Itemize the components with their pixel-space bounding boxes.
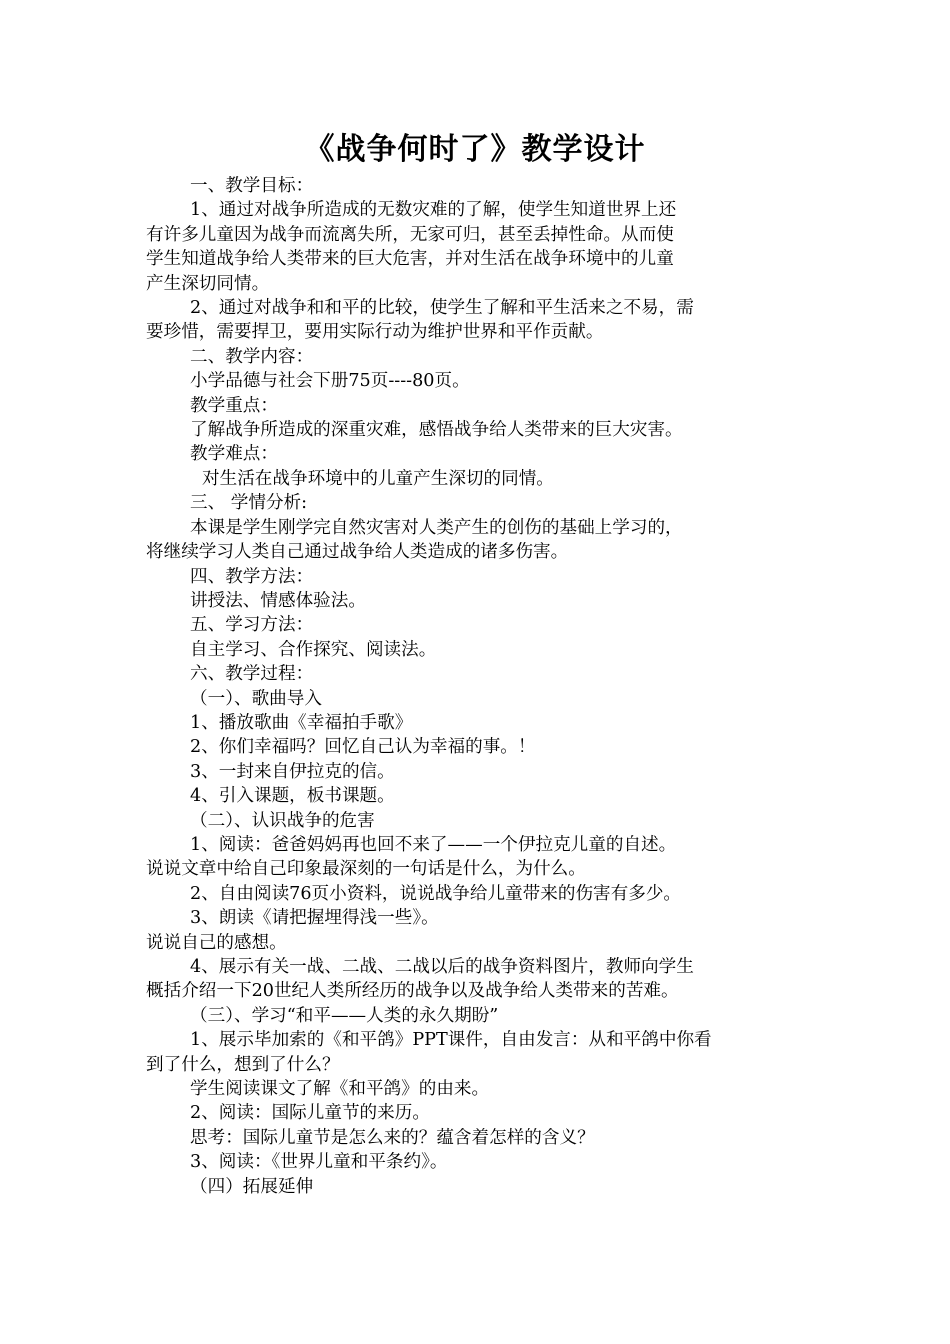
subheading-difficulties: 教学难点： [190, 444, 278, 465]
section-heading-analysis: 三、 学情分析: [190, 493, 308, 514]
paragraph-line: 讲授法、情感体验法。 [190, 590, 366, 611]
subsection-heading: （三）、学习“和平——人类的永久期盼” [190, 1005, 499, 1026]
paragraph-line: 说说文章中给自己印象最深刻的一句话是什么，为什么。 [146, 859, 586, 880]
list-item: 4、展示有关一战、二战、二战以后的战争资料图片，教师向学生 [190, 957, 694, 977]
list-item: 1、展示毕加索的《和平鸽》PPT课件，自由发言：从和平鸽中你看 [190, 1030, 712, 1051]
paragraph-line: 学生阅读课文了解《和平鸽》的由来。 [190, 1079, 490, 1100]
list-item: 1、阅读：爸爸妈妈再也回不来了——一个伊拉克儿童的自述。 [190, 834, 677, 855]
section-heading-learning-methods: 五、学习方法： [190, 615, 314, 636]
section-heading-teaching-methods: 四、教学方法： [190, 566, 314, 587]
list-item: 3、朗读《请把握埋得浅一些》。 [190, 908, 439, 929]
list-item: 3、一封来自伊拉克的信。 [190, 761, 395, 782]
document-body [146, 174, 810, 1199]
paragraph-line: 本课是学生刚学完自然灾害对人类产生的创伤的基础上学习的， [190, 517, 683, 538]
paragraph-line: 说说自己的感想。 [146, 932, 287, 953]
section-heading-process: 六、教学过程： [190, 664, 314, 685]
subsection-heading: （二）、认识战争的危害 [190, 810, 375, 831]
paragraph-line: 小学品德与社会下册75页----80页。 [190, 371, 470, 392]
list-item: 4、引入课题，板书课题。 [190, 786, 395, 807]
list-item: 2、自由阅读76页小资料，说说战争给儿童带来的伤害有多少。 [190, 883, 682, 904]
paragraph-line: 自主学习、合作探究、阅读法。 [190, 639, 437, 660]
subheading-key-points: 教学重点： [190, 395, 278, 416]
paragraph-line: 产生深切同情。 [146, 273, 270, 294]
paragraph-line: 2、通过对战争和和平的比较，使学生了解和平生活来之不易，需 [190, 298, 694, 319]
paragraph-line: 1、通过对战争所造成的无数灾难的了解，使学生知道世界上还 [190, 200, 677, 221]
paragraph-line: 对生活在战争环境中的儿童产生深切的同情。 [202, 468, 554, 489]
list-item: 2、你们幸福吗？回忆自己认为幸福的事。！ [190, 737, 536, 758]
paragraph-line: 到了什么，想到了什么？ [146, 1054, 340, 1075]
paragraph-line: 将继续学习人类自己通过战争给人类造成的诸多伤害。 [146, 542, 569, 563]
subsection-heading: （一）、歌曲导入 [190, 688, 322, 709]
paragraph-line: 学生知道战争给人类带来的巨大危害，并对生活在战争环境中的儿童 [146, 249, 674, 270]
list-item: 2、阅读：国际儿童节的来历。 [190, 1103, 430, 1124]
subsection-heading: （四）拓展延伸 [190, 1176, 314, 1197]
paragraph-line: 概括介绍一下20世纪人类所经历的战争以及战争给人类带来的苦难。 [146, 981, 679, 1002]
paragraph-line: 思考：国际儿童节是怎么来的？蕴含着怎样的含义？ [190, 1127, 595, 1148]
section-heading-objectives: 一、教学目标： [190, 176, 314, 196]
paragraph-line: 要珍惜，需要捍卫，要用实际行动为维护世界和平作贡献。 [146, 322, 604, 343]
list-item: 3、阅读：《世界儿童和平条约》。 [190, 1152, 448, 1173]
paragraph-line: 了解战争所造成的深重灾难，感悟战争给人类带来的巨大灾害。 [190, 420, 683, 441]
section-heading-content: 二、教学内容： [190, 346, 314, 367]
document-title: 《战争何时了》教学设计 [304, 132, 646, 167]
paragraph-line: 有许多儿童因为战争而流离失所，无家可归，甚至丢掉性命。从而使 [146, 224, 674, 245]
list-item: 1、播放歌曲《幸福拍手歌》 [190, 712, 413, 733]
